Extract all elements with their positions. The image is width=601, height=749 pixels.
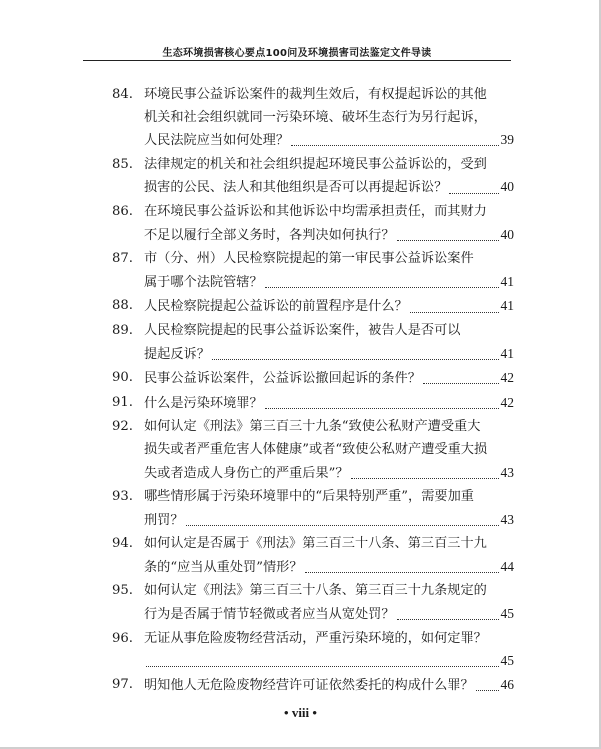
toc-entry-number: 97.: [112, 676, 133, 692]
toc-entry-text: 如何认定《刑法》第三百三十八条、第三百三十九条规定的: [144, 583, 487, 599]
dot-leader: [423, 383, 499, 384]
toc-entry[interactable]: [114, 392, 514, 416]
toc-entry[interactable]: [114, 367, 514, 391]
toc-entry-number: 89.: [112, 322, 133, 338]
toc-page-number: 41: [500, 298, 514, 314]
dot-leader: [186, 525, 499, 526]
toc-page-number: 40: [500, 226, 514, 242]
toc-entry-text: 不足以履行全部义务时，各判决如何执行？: [144, 227, 395, 243]
table-of-contents: [114, 84, 514, 697]
toc-page-number: 46: [500, 676, 514, 692]
toc-entry-text: 明知他人无危险废物经营许可证依然委托的构成什么罪？: [144, 677, 474, 693]
toc-page-number: 39: [500, 132, 514, 148]
toc-entry-text: 机关和社会组织就同一污染环境、破坏生态行为另行起诉，: [144, 109, 487, 125]
toc-page-number: 40: [500, 179, 514, 195]
dot-leader: [146, 666, 499, 667]
toc-page-number: 45: [500, 606, 514, 622]
toc-entry-text: 损害的公民、法人和其他组织是否可以再提起诉讼？: [144, 180, 448, 196]
toc-entry-number: 94.: [112, 536, 133, 552]
toc-entry[interactable]: [114, 84, 514, 153]
toc-entry-number: 87.: [112, 251, 133, 267]
toc-entry-number: 96.: [112, 630, 133, 646]
toc-entry-number: 92.: [112, 419, 133, 435]
toc-entry-number: 86.: [112, 203, 133, 219]
toc-entry-text: 什么是污染环境罪？: [144, 395, 263, 411]
dot-leader: [351, 478, 499, 479]
toc-entry[interactable]: [114, 628, 514, 673]
toc-entry[interactable]: [114, 416, 514, 485]
toc-page-number: 45: [500, 653, 514, 669]
dot-leader: [212, 359, 499, 360]
toc-entry-text: 行为是否属于情节轻微或者应当从宽处罚？: [144, 607, 395, 623]
dot-leader: [397, 619, 499, 620]
toc-page-number: 41: [500, 345, 514, 361]
toc-page-number: 42: [500, 394, 514, 410]
toc-entry[interactable]: [114, 486, 514, 532]
toc-entry-text: 人民检察院提起的民事公益诉讼案件，被告人是否可以: [144, 322, 461, 338]
toc-page-number: 43: [500, 511, 514, 527]
dot-leader: [476, 690, 499, 691]
toc-page-number: 42: [500, 370, 514, 386]
toc-entry-number: 91.: [112, 394, 133, 410]
toc-entry-text: 如何认定是否属于《刑法》第三百三十八条、第三百三十九: [144, 536, 487, 552]
toc-page-number: 44: [500, 558, 514, 574]
toc-entry-text: 环境民事公益诉讼案件的裁判生效后，有权提起诉讼的其他: [144, 87, 487, 102]
toc-entry-text: 哪些情形属于污染环境罪中的“后果特别严重”，需要加重: [144, 489, 474, 505]
toc-entry-number: 88.: [112, 298, 133, 314]
toc-entry[interactable]: [114, 201, 514, 247]
dot-leader: [265, 408, 499, 409]
toc-entry-number: 85.: [112, 156, 133, 172]
toc-page-number: 43: [500, 464, 514, 480]
dot-leader: [265, 287, 499, 288]
toc-entry-text: 如何认定《刑法》第三百三十九条“致使公私财产遭受重大: [144, 419, 481, 435]
toc-entry[interactable]: [114, 674, 514, 698]
toc-entry-text: 条的“应当从重处罚”情形？: [144, 559, 303, 575]
toc-entry-text: 提起反诉？: [144, 346, 210, 362]
toc-entry-number: 93.: [112, 489, 133, 505]
toc-entry-text: 失或者造成人身伤亡的严重后果”？: [144, 465, 349, 481]
toc-entry[interactable]: [114, 154, 514, 200]
dot-leader: [291, 145, 498, 146]
toc-entry-text: 法律规定的机关和社会组织提起环境民事公益诉讼的，受到: [144, 156, 487, 172]
toc-entry-text: 民事公益诉讼案件，公益诉讼撤回起诉的条件？: [144, 371, 421, 387]
toc-page-number: 41: [500, 273, 514, 289]
dot-leader: [449, 193, 498, 194]
page-number: • viii •: [284, 705, 317, 720]
toc-entry[interactable]: [114, 248, 514, 294]
toc-entry-text: 在环境民事公益诉讼和其他诉讼中均需承担责任，而其财力: [144, 203, 487, 219]
dot-leader: [410, 312, 499, 313]
dot-leader: [305, 572, 499, 573]
toc-entry-text: 市（分、州）人民检察院提起的第一审民事公益诉讼案件: [144, 251, 474, 267]
toc-entry[interactable]: [114, 533, 514, 579]
toc-entry-text: 人民法院应当如何处理？: [144, 133, 290, 149]
toc-entry[interactable]: [114, 320, 514, 366]
toc-entry-text: 人民检察院提起公益诉讼的前置程序是什么？: [144, 299, 408, 315]
toc-entry-number: 95.: [112, 583, 133, 599]
header-rule: [83, 60, 511, 61]
toc-entry-text: 刑罚？: [144, 512, 184, 528]
running-head: 生态环境损害核心要点100问及环境损害司法鉴定文件导读: [162, 48, 432, 59]
toc-entry[interactable]: [114, 295, 514, 319]
toc-entry-text: 无证从事危险废物经营活动，严重污染环境的，如何定罪？: [144, 630, 487, 646]
dot-leader: [397, 240, 499, 241]
toc-entry-number: 84.: [112, 87, 133, 102]
toc-entry[interactable]: [114, 580, 514, 626]
toc-entry-number: 90.: [112, 370, 133, 386]
toc-entry-text: 属于哪个法院管辖？: [144, 274, 263, 290]
toc-entry-text: 损失或者严重危害人体健康”或者“致使公私财产遭受重大损: [144, 441, 488, 457]
